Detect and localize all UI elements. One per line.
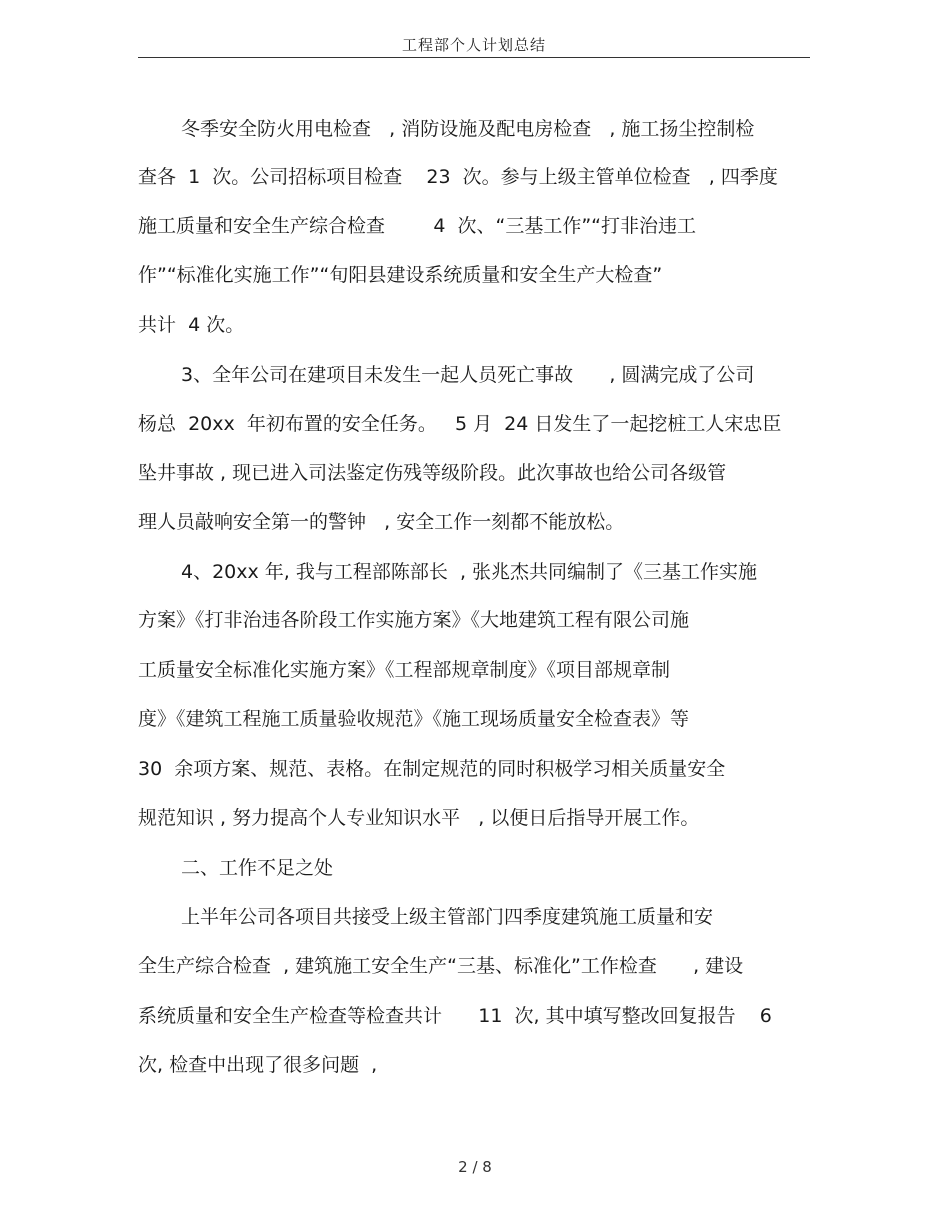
text-line: 共计 4 次。 — [138, 314, 245, 336]
page-number: 2 / 8 — [458, 1158, 492, 1176]
text-line: 作”“标准化实施工作”“旬阳县建设系统质量和安全生产大检查” — [138, 264, 663, 286]
text-line: 杨总 20xx 年初布置的安全任务。 5 月 24 日发生了一起挖桩工人宋忠臣 — [138, 413, 782, 435]
text-line: 全生产综合检查 , 建筑施工安全生产“三基、标准化”工作检查 , 建设 — [138, 955, 744, 977]
text-line: 次, 检查中出现了很多问题 , — [138, 1054, 378, 1076]
text-line: 30 余项方案、规范、表格。在制定规范的同时积极学习相关质量安全 — [138, 758, 726, 780]
text-line: 系统质量和安全生产检查等检查共计 11 次, 其中填写整改回复报告 6 — [138, 1005, 772, 1027]
text-line: 工质量安全标准化实施方案》《工程部规章制度》《项目部规章制 — [138, 659, 671, 681]
text-line: 规范知识 , 努力提高个人专业知识水平 , 以便日后指导开展工作。 — [138, 807, 700, 829]
text-line: 冬季安全防火用电检查 , 消防设施及配电房检查 , 施工扬尘控制检 — [181, 118, 755, 140]
text-line: 4、20xx 年, 我与工程部陈部长 , 张兆杰共同编制了《三基工作实施 — [181, 561, 758, 583]
header-divider — [138, 57, 810, 58]
page-header-title: 工程部个人计划总结 — [401, 36, 546, 54]
text-line: 上半年公司各项目共接受上级主管部门四季度建筑施工质量和安 — [181, 906, 714, 928]
text-line: 施工质量和安全生产综合检查 4 次、“三基工作”“打非治违工 — [138, 215, 697, 237]
text-line: 3、全年公司在建项目未发生一起人员死亡事故 , 圆满完成了公司 — [181, 364, 755, 386]
text-line: 方案》《打非治违各阶段工作实施方案》《大地建筑工程有限公司施 — [138, 609, 690, 631]
text-line: 理人员敲响安全第一的警钟 , 安全工作一刻都不能放松。 — [138, 511, 625, 533]
text-line: 度》《建筑工程施工质量验收规范》《施工现场质量安全检查表》等 — [138, 708, 690, 730]
section-heading: 二、工作不足之处 — [181, 857, 334, 879]
text-line: 坠井事故 , 现已进入司法鉴定伤残等级阶段。此次事故也给公司各级管 — [138, 462, 727, 484]
text-line: 查各 1 次。公司招标项目检查 23 次。参与上级主管单位检查 , 四季度 — [138, 166, 778, 188]
